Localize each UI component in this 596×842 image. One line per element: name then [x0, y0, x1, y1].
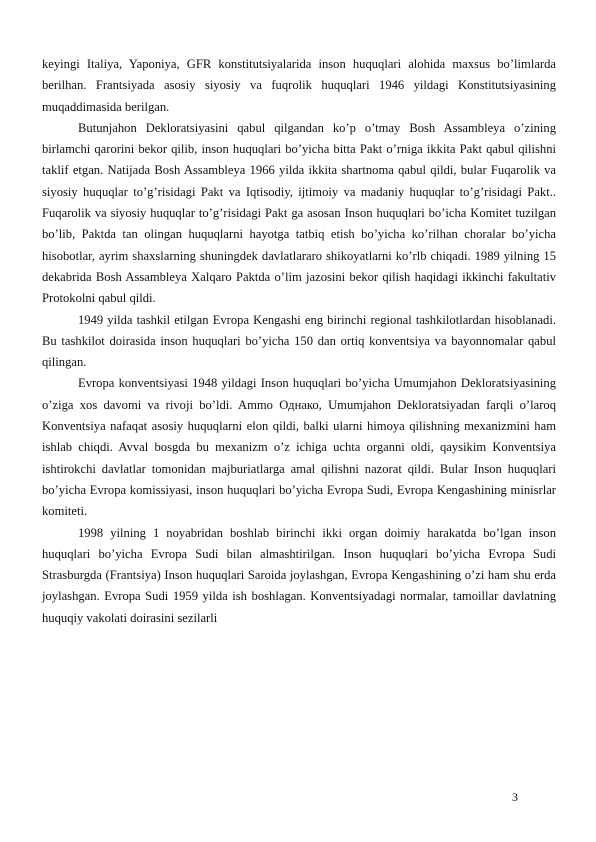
- document-body: [42, 54, 556, 629]
- paragraph-2: Butunjahon Dekloratsiyasini qabul qilgandan ko’p o’tmay Bosh Assambleya o’zining birlamchi qarorini bekor qilib, inson huquqlari bo’yicha bitta Pakt o’rniga ikkita Pakt qabul qilishni taklif etgan. Natijada Bosh Assambleya 1966 yilda ikkita shartnoma qabul qildi, bular Fuqarolik va siyosiy huquqlar to’g’risidagi Pakt va Iqtisodiy, ijtimoiy va madaniy huquqlar to’g’risidagi Pakt.. Fuqarolik va siyosiy huquqlar to’g’risidagi Pakt ga asosan Inson huquqlari bo’icha Komitet tuzilgan bo’lib, Paktda tan olingan huquqlarni hayotga tatbiq etish bo’yicha ko’rilhan choralar bo’yicha hisobotlar, ayrim shaxslarning shuningdek davlatlararo shikoyatlarni ko’rlb chiqadi. 1989 yilning 15 dekabrida Bosh Assambleya Xalqaro Paktda o’lim jazosini bekor qilish haqidagi ikkinchi fakultativ Protokolni qabul qildi.: [42, 120, 556, 306]
- paragraph-4: Evropa konventsiyasi 1948 yildagi Inson huquqlari bo’yicha Umumjahon Dekloratsiyasining o’ziga xos davomi va rivoji bo’ldi. Ammo Однако, Umumjahon Dekloratsiyadan farqli o’laroq Konventsiya nafaqat asosiy huquqlarni elon qildi, balki ularni himoya qilishning mexanizmini ham ishlab chiqdi. Avval bosgda bu mexanizm o’z ichiga uchta organni oldi, qaysikim Konventsiya ishtirokchi davlatlar tomonidan majburiatlarga amal qilishni nazorat qildi. Bular Inson huquqlari bo’yicha Evropa komissiyasi, inson huquqlari bo’yicha Evropa Sudi, Evropa Kengashining minisrlar komiteti.: [42, 376, 556, 519]
- paragraph-3: 1949 yilda tashkil etilgan Evropa Kengashi eng birinchi regional tashkilotlardan hisoblanadi. Bu tashkilot doirasida inson huquqlari bo’yicha 150 dan ortiq konventsiya va bayonnomalar qabul qilingan.: [42, 312, 556, 370]
- paragraph-1: keyingi Italiya, Yaponiya, GFR konstitutsiyalarida inson huquqlari alohida maxsus bo’limlarda berilhan. Frantsiyada asosiy siyosiy va fuqrolik huquqlari 1946 yildagi Konstitutsiyasining muqaddimasida berilgan.: [42, 57, 556, 114]
- paragraph-5: 1998 yilning 1 noyabridan boshlab birinchi ikki organ doimiy harakatda bo’lgan inson huquqlari bo’yicha Evropa Sudi bilan almashtirilgan. Inson huquqlari bo’yicha Evropa Sudi Strasburgda (Frantsiya) Inson huquqlari Saroida joylashgan, Evropa Kengashining o’zi ham shu erda joylashgan. Evropa Sudi 1959 yilda ish boshlagan. Konventsiyadagi normalar, tamoillar davlatning huquqiy vakolati doirasini sezilarli: [42, 525, 556, 625]
- page-number: 3: [512, 790, 518, 804]
